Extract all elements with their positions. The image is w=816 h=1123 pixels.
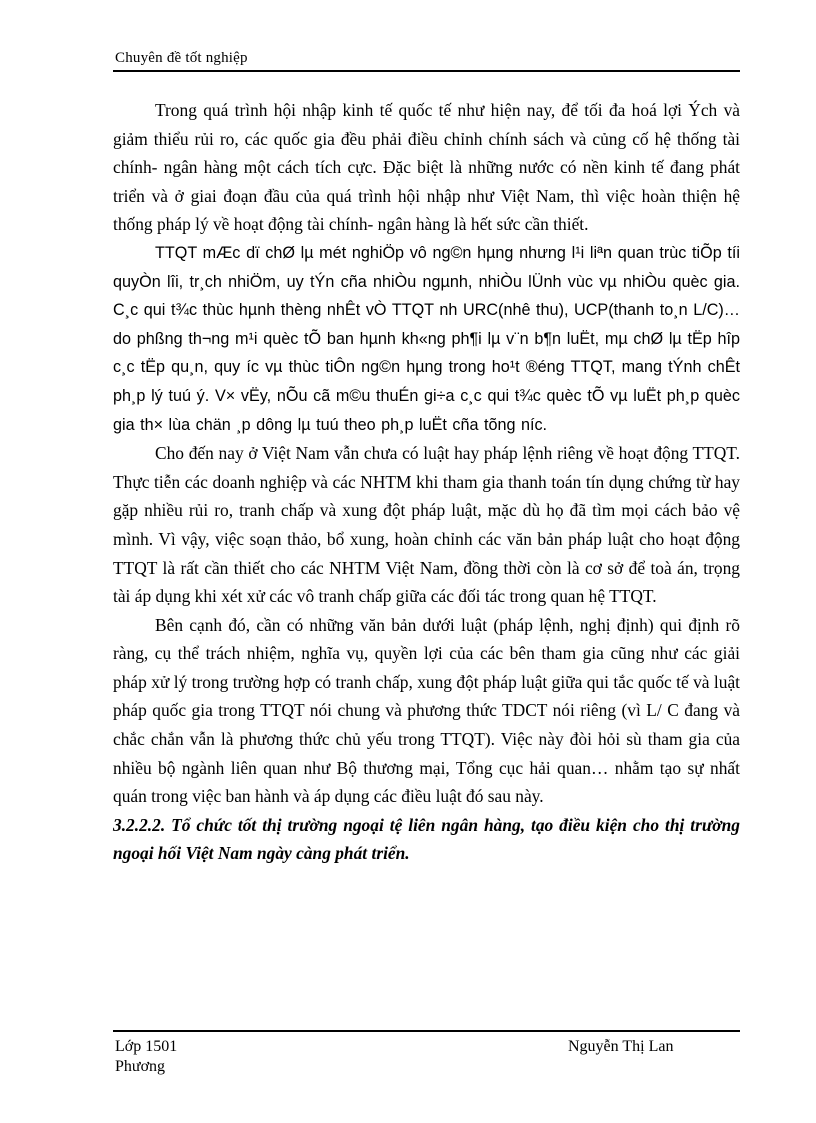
body-paragraph-2: TTQT mÆc dï chØ lµ mét nghiÖp vô ng©n hµng nhưng l¹i liªn quan trùc tiÕp tíi quyÒn lîi, tr¸ch nhiÖm, uy tÝn cña nhiÒu ngµnh, nhiÒu lÜnh vùc vµ nhiÒu quèc gia. C¸c qui t¾c thùc hµnh thèng nhÊt vÒ TTQT nh URC(nhê thu), UCP(thanh to¸n L/C)… do phßng th¬ng m¹i quèc tÕ ban hµnh kh«ng ph¶i lµ v¨n b¶n luËt, mµ chØ lµ tËp hîp c¸c tËp qu¸n, quy íc vµ thùc tiÔn ng©n hµng trong ho¹t ®éng TTQT, mang tÝnh chÊt ph¸p lý tuú ý. V× vËy, nÕu cã m©u thuÉn gi÷a c¸c qui t¾c quèc tÕ vµ luËt ph¸p quèc gia th× lùa chän ¸p dông lµ tuú theo ph¸p luËt cña tõng níc.: [113, 243, 740, 434]
body-paragraph-3: Cho đến nay ở Việt Nam vẫn chưa có luật hay pháp lệnh riêng về hoạt động TTQT. Thực tiễn các doanh nghiệp và các NHTM khi tham gia thanh toán tín dụng chứng từ hay gặp nhiều rủi ro, tranh chấp và xung đột pháp luật, mặc dù họ đã tìm mọi cách bảo vệ mình. Vì vậy, việc soạn thảo, bổ xung, hoàn chỉnh các văn bản pháp luật cho hoạt động TTQT là rất cần thiết cho các NHTM Việt Nam, đồng thời còn là cơ sở để toà án, trọng tài áp dụng khi xét xử các vô tranh chấp giữa các đối tác trong quan hệ TTQT.: [113, 443, 740, 607]
body-paragraph-4: Bên cạnh đó, cần có những văn bản dưới luật (pháp lệnh, nghị định) qui định rõ ràng, cụ thể trách nhiệm, nghĩa vụ, quyền lợi của các bên tham gia cũng như các giải pháp xử lý trong trường hợp có tranh chấp, xung đột pháp luật giữa qui tắc quốc tế và luật pháp quốc gia trong TTQT nói chung và phương thức TDCT nói riêng (vì L/ C đang và chắc chắn vẫn là phương thức chủ yếu trong TTQT). Việc này đòi hỏi sù tham gia của nhiều bộ ngành liên quan như Bộ thương mại, Tổng cục hải quan… nhằm tạo sự nhất quán trong việc ban hành và áp dụng các điều luật đó sau này.: [113, 614, 740, 807]
footer-class-label: Lớp 1501: [115, 1038, 178, 1055]
page-header: [113, 48, 740, 72]
footer-author-name-cont: Phương: [115, 1058, 166, 1075]
page-body: [113, 96, 740, 868]
section-heading: 3.2.2.2. Tổ chức tốt thị trường ngoại tệ liên ngân hàng, tạo điều kiện cho thị trường ngoại hối Việt Nam ngày càng phát triển.: [113, 814, 740, 864]
footer-author-name: Nguyễn Thị Lan: [568, 1038, 674, 1055]
page-footer: [113, 1030, 740, 1080]
body-paragraph-1: Trong quá trình hội nhập kinh tế quốc tế như hiện nay, để tối đa hoá lợi Ých và giảm thiểu rủi ro, các quốc gia đều phải điều chỉnh chính sách và củng cố hệ thống tài chính- ngân hàng một cách tích cực. Đặc biệt là những nước có nền kinh tế đang phát triển và ở giai đoạn đầu của quá trình hội nhập như Việt Nam, thì việc hoàn thiện hệ thống pháp lý về hoạt động tài chính- ngân hàng là hết sức cần thiết.: [113, 100, 740, 235]
header-divider: [113, 70, 740, 72]
footer-divider: [113, 1030, 740, 1032]
header-title: Chuyên đề tốt nghiệp: [115, 50, 248, 66]
